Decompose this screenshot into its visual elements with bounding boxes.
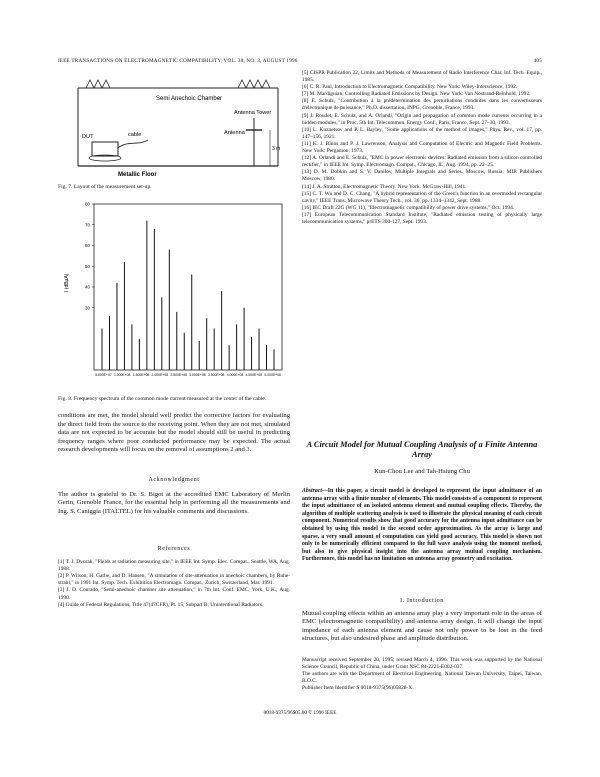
ack-heading: Acknowledgment xyxy=(148,477,200,483)
note-publisher-id: Publisher Item Identifier S 0018-9375(96)05828-X. xyxy=(302,685,414,691)
page-number: 405 xyxy=(533,58,542,64)
dimension-label: 3 m xyxy=(272,146,281,152)
figure-spectrum-chart xyxy=(58,196,290,392)
dut-box xyxy=(92,142,118,156)
reference-item: [2] P. Wilson, H. Garbe, and D. Hansen, "A simulation of site-attenuation in anechoic chambers, by Ruhe-strahl," in 1991 Int. Symp. Tech. Exhibition Electromagn. Compat., Zurich, Switzerland, Mar. 1991. xyxy=(58,573,290,587)
figure2-caption: Fig. 8. Frequency spectrum of the common mode current measured at the center of the cable. xyxy=(58,396,267,402)
y-tick-label: 60 xyxy=(84,243,90,248)
reference-item: [15] C. T. Wu and D. C. Chang, "A hybrid representation of the Green's function in an overmoded rectangular cavity," IEEE Trans. Microwave Theory Tech., vol. 36, pp. 1334–1342, Sept. 1988. xyxy=(302,190,542,204)
acknowledgment-section xyxy=(58,468,290,516)
x-ticks xyxy=(95,373,281,377)
intro-text: Mutual coupling effects within an antenna array play a very important role in the areas of EMC (electromagnetic compatibility) and antenna array design. It will change the input impedance of each antenna element and cause not only power to be lost in the feed structures, but also undesired phase and amplitude distribution. xyxy=(302,610,542,643)
abstract-text: In this paper, a circuit model is developed to represent the input admittance of an antenna array with a finite number of elements. This model consists of a component to represent the input admittance of an isolated antenna element and mutual coupling effects. Thereby, the algorithm of multiple scattering analysis is used to illustrate the physical meaning of each circuit component. Numerical results show that good accuracy for the antenna input admittance can be obtained by using this model to the second order approximation. As the array is large and sparse, a very small amount of computation can yield good accuracy. This model is shown not only to be numerically efficient compared to the full wave analysis using the moment method, but also to give physical insight into the antenna array mutual coupling mechanism. Furthermore, this model has no limitation on antenna array geometry and excitation. xyxy=(302,488,542,563)
x-tick-label: 2.000E+08 xyxy=(151,373,169,377)
reference-item: [3] J. D. Conrado, "Semi-anechoic chamber site attenuation," in 7th Int. Conf. EMC, York, U.K., Aug. 1990. xyxy=(58,587,290,601)
dut-label: DUT xyxy=(82,134,94,140)
y-ticks xyxy=(85,202,94,311)
reference-item: [16] IEC Draft 22G (WG 11), "Electromagnetic compatibility of power drive systems," Oct. 1994. xyxy=(302,204,515,211)
reference-item: [10] L. Kuznetsov and P. L. Bayley, "Some applications of the method of images," Phys. Rev., vol. 17, pp. 147–156, 1921. xyxy=(302,126,542,140)
left-body-paragraph: conditions are met, the model should well predict the corrective factors for evaluating the direct field from the source to the receiving point. When they are not met, simulated data are not expected to be accurate but the model should still be useful in predicting frequency ranges where poor conducted performance may be expected. The actual research developments will focus on the removal of assumptions 2 and 3. xyxy=(58,412,290,454)
y-tick-label: 80 xyxy=(84,201,90,207)
absorber-zigzag-left xyxy=(86,80,110,88)
copyright-footer: 0018-9375/96$05.00 © 1996 IEEE xyxy=(263,710,337,716)
reference-item: [14] J. A. Stratton, Electromagnetic Theory. New York: McGraw-Hill, 1941. xyxy=(302,183,467,190)
references-heading: References xyxy=(157,546,191,552)
reference-item: [7] M. Mardiguian, Controlling Radiated Emissions by Design. New York: Van Nostrand-Reinhold, 1992. xyxy=(302,91,531,98)
y-tick-label: 30 xyxy=(84,305,90,311)
absorber-zigzag-right xyxy=(238,80,270,88)
figure1-caption: Fig. 7. Layout of the measurement set-up. xyxy=(58,184,152,190)
antenna-label: Antenna xyxy=(224,130,245,136)
note-affiliation: The authors are with the Department of Electrical Engineering, National Taiwan University, Taipei, Taiwan, R.O.C. xyxy=(302,671,542,684)
x-tick-label: 5.000E+08 xyxy=(264,373,281,377)
x-tick-label: 2.500E+08 xyxy=(170,373,187,377)
y-axis-label: I (dBµA) xyxy=(64,273,70,292)
reference-item: [8] E. Schulz, "Contribution à la prédétermination des perturbations conduites dans les convertisseurs d'électronique de puissance," Ph.D. dissertation, INPG, Grenoble, France, 1993. xyxy=(302,98,542,112)
x-tick-label: 1.000E+08 xyxy=(113,373,131,377)
reference-item: [5] CISPR Publication 22, Limits and Methods of Measurement of Radio Interference Char. Inf. Tech. Equip., 1985. xyxy=(302,70,542,84)
article-authors: Kun-Chou Lee and Tah-Hsiung Chu xyxy=(374,468,470,475)
reference-item: [11] K. J. Binns and P. J. Lawrenson, Analysis and Computation of Electric and Magnetic Field Problems. New York: Pergamon, 1973. xyxy=(302,140,542,155)
references-left xyxy=(58,538,290,609)
article-title: A Circuit Model for Mutual Coupling Analysis of a Finite Antenna Array xyxy=(306,440,538,459)
manuscript-note xyxy=(302,657,542,692)
x-tick-label: 1.500E+08 xyxy=(132,373,150,377)
abstract xyxy=(302,488,542,564)
ack-text: The author is grateful to Dr. S. Bigot at the accredited EMC Laboratory of Merlin Gerin, Grenoble France, for the essential help in performing all the measurements and Ing. S. Caniggia (ITALTEL) for his valuable comments and discussions. xyxy=(58,490,290,515)
y-tick-label: 70 xyxy=(84,222,90,228)
reference-item: [12] A. Orlandi and E. Schulz, "EMC in power electronic devices: Radiated emission from a silicon controlled rectifier," in IEEE Int. Symp. Electromagn. Compat., Chicago, IL, Aug. 1994, pp. 22–25. xyxy=(302,155,542,169)
running-head-text: IEEE TRANSACTIONS ON ELECTROMAGNETIC COMPATIBILITY, VOL. 38, NO. 3, AUGUST 1996 xyxy=(58,58,298,64)
floor-label: Metallic Floor xyxy=(118,172,157,178)
reference-item: [13] D. M. Dobkin and S. V. Danilov, Multiple Integrals and Series. Moscow, Russia: MIR Publishers Moscow, 1980. xyxy=(302,169,542,183)
reference-item: [9] J. Roudet, E. Schulz, and A. Orlandi, "Origin and propagation of common mode currents occurring in a hidden modules," in Proc. 5th Int. Telecommun. Energy Conf., Paris, France, Sept. 27–30, 1993. xyxy=(302,112,542,126)
reference-item: [6] C. R. Paul, Introduction to Electromagnetic Compatibility. New York: Wiley-Interscience, 1992. xyxy=(302,84,518,91)
y-tick-label: 50 xyxy=(84,263,90,269)
chamber-label: Semi Anechoic Chamber xyxy=(156,96,223,102)
x-tick-label: 3.000E+08 xyxy=(189,373,206,377)
references-right-list xyxy=(302,70,542,226)
reference-item: [1] T. J. Dvorak, "Fields at radiation measuring site," in IEEE Int. Symp. Elec. Compat., Seattle, WA, Aug. 1988. xyxy=(58,559,290,573)
x-tick-label: 4.000E+08 xyxy=(226,373,244,377)
figure-setup-diagram xyxy=(58,70,290,180)
tower-label: Antenna Tower xyxy=(234,110,272,116)
reference-item: [4] Guide of Federal Regulations, Title 47(47CFR), Pt. 15, Subpart B: Unintentional Radiators. xyxy=(58,601,264,608)
spectrum-bars xyxy=(102,221,274,370)
references-left-list xyxy=(58,559,290,609)
abstract-label: Abstract— xyxy=(302,488,328,494)
running-header xyxy=(58,58,542,64)
cable-label: cable xyxy=(128,132,142,138)
cable-line xyxy=(118,140,148,148)
note-received: Manuscript received September 20, 1995; revised March 4, 1996. This work was supported by the National Science Council, Republic of China, under Grant NSC 84-2221-E002-037. xyxy=(302,657,542,670)
plot-frame xyxy=(94,204,282,370)
intro-heading: I. Introduction xyxy=(400,598,444,604)
reference-item: [17] European Telecommunication Standard Institute, "Radiated emission testing of physically large telecommunication systems," prETS 300-127, Sept. 1993. xyxy=(302,211,542,225)
y-tick-label: 40 xyxy=(84,284,90,290)
x-tick-label: 5.000E+07 xyxy=(95,373,112,377)
x-tick-label: 3.500E+08 xyxy=(207,373,225,377)
x-tick-label: 4.500E+08 xyxy=(245,373,263,377)
